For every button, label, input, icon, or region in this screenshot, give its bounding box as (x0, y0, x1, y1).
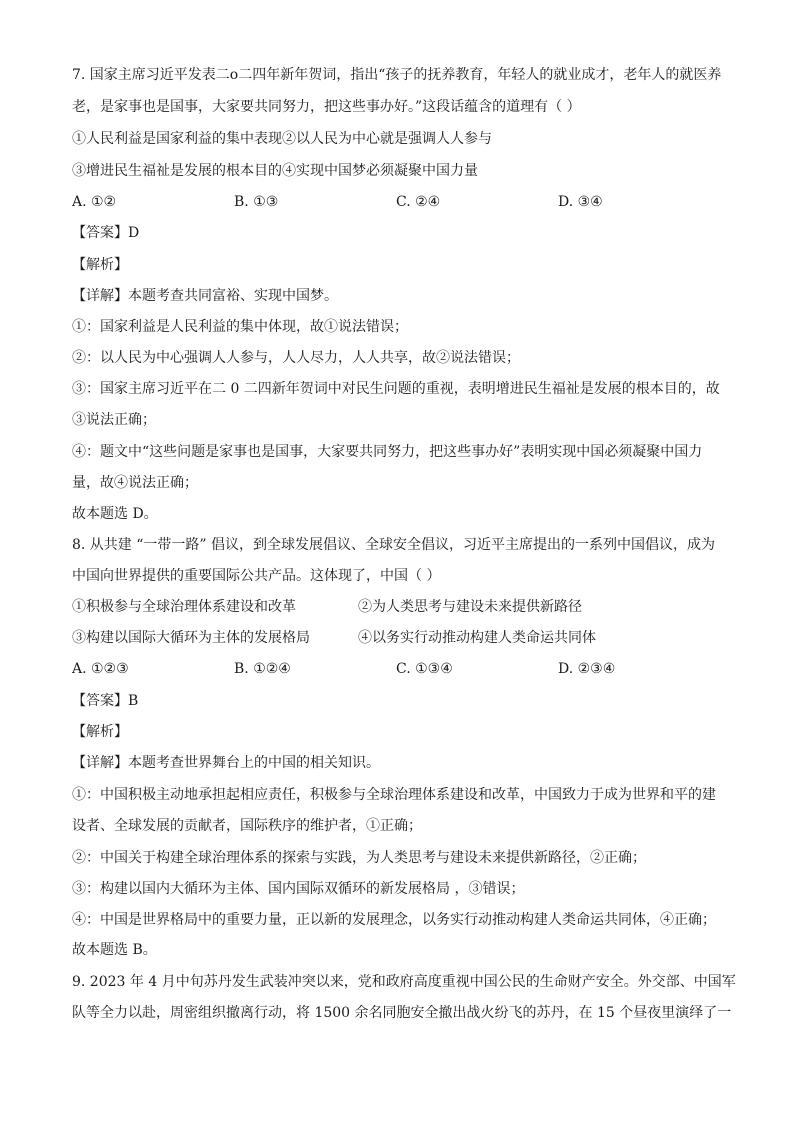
q8-statement-2: ②为人类思考与建设未来提供新路径 (358, 599, 582, 615)
q8-conclusion: 故本题选 B。 (72, 942, 157, 958)
q7-point-2: ②：以人民为中心强调人人参与，人人尽力，人人共享，故②说法错误； (72, 350, 520, 366)
q8-option-c: C. ①③④ (396, 661, 453, 677)
q7-option-c: C. ②④ (396, 194, 441, 210)
q8-detail: 【详解】本题考查世界舞台上的中国的相关知识。 (72, 755, 380, 771)
q7-point-1: ①：国家利益是人民利益的集中体现，故①说法错误； (72, 319, 408, 335)
q8-point-3: ③：构建以国内大循环为主体、国内国际双循环的新发展格局 ，③错误； (72, 881, 525, 897)
q8-analysis-label: 【解析】 (72, 724, 128, 740)
q7-point-4a: ④：题文中“这些问题是家事也是国事，大家要共同努力，把这些事办好”表明实现中国必须凝聚中国力 (72, 444, 703, 460)
q7-detail: 【详解】本题考查共同富裕、实现中国梦。 (72, 288, 338, 304)
q7-conclusion: 故本题选 D。 (72, 506, 158, 522)
q8-point-1b: 设者、全球发展的贡献者，国际秩序的维护者，①正确； (72, 818, 422, 834)
q7-answer: 【答案】D (72, 225, 140, 241)
q7-analysis-label: 【解析】 (72, 257, 128, 273)
q8-statements-row-2 (72, 629, 732, 647)
q7-option-d: D. ③④ (558, 194, 603, 210)
q7-statements-1: ①人民利益是国家利益的集中表现②以人民为中心就是强调人人参与 (72, 131, 492, 147)
q7-stem-line-1: 7. 国家主席习近平发表二o二四年新年贺词，指出“孩子的抚养教育，年轻人的就业成才，老年人的就医养 (72, 67, 722, 83)
q7-point-3a: ③：国家主席习近平在二 0 二四新年贺词中对民生问题的重视，表明增进民生福祉是发展的根本目的，故 (72, 381, 720, 397)
q7-statements-2: ③增进民生福祉是发展的根本目的④实现中国梦必须凝聚中国力量 (72, 163, 478, 179)
q7-stem-line-2: 老，是家事也是国事，大家要共同努力，把这些事办好。”这段话蕴含的道理有（ ） (72, 99, 581, 115)
q7-point-4b: 量，故④说法正确； (72, 475, 198, 491)
q8-statements-row-1 (72, 598, 732, 616)
q8-point-1a: ①：中国积极主动地承担起相应责任，积极参与全球治理体系建设和改革，中国致力于成为世界和平的建 (72, 787, 716, 803)
q7-point-3b: ③说法正确； (72, 412, 156, 428)
q8-stem-line-2: 中国向世界提供的重要国际公共产品。这体现了，中国（ ） (72, 568, 441, 584)
q8-point-2: ②：中国关于构建全球治理体系的探索与实践，为人类思考与建设未来提供新路径，②正确； (72, 850, 646, 866)
q7-options (72, 193, 732, 211)
q7-option-a: A. ①② (72, 194, 117, 210)
q8-statement-3: ③构建以国际大循环为主体的发展格局 (72, 630, 310, 646)
q8-answer: 【答案】B (72, 693, 139, 709)
q8-option-a: A. ①②③ (72, 661, 129, 677)
q8-statement-4: ④以务实行动推动构建人类命运共同体 (358, 630, 596, 646)
q7-option-b: B. ①③ (234, 194, 279, 210)
q8-point-4: ④：中国是世界格局中的重要力量，正以新的发展理念，以务实行动推动构建人类命运共同体，④正确； (72, 912, 716, 928)
q8-stem-line-1: 8. 从共建 “一带一路” 倡议，到全球发展倡议、全球安全倡议，习近平主席提出的一系列中国倡议，成为 (72, 537, 716, 553)
q9-stem-line-2: 队等全力以赴，周密组织撤离行动，将 1500 余名同胞安全撤出战火纷飞的苏丹，在 15 个昼夜里演绎了一 (72, 1005, 732, 1021)
q8-option-d: D. ②③④ (558, 661, 616, 677)
q9-stem-line-1: 9. 2023 年 4 月中旬苏丹发生武装冲突以来，党和政府高度重视中国公民的生命财产安全。外交部、中国军 (72, 974, 736, 990)
q8-statement-1: ①积极参与全球治理体系建设和改革 (72, 599, 296, 615)
q8-options (72, 660, 732, 678)
q8-option-b: B. ①②④ (234, 661, 291, 677)
